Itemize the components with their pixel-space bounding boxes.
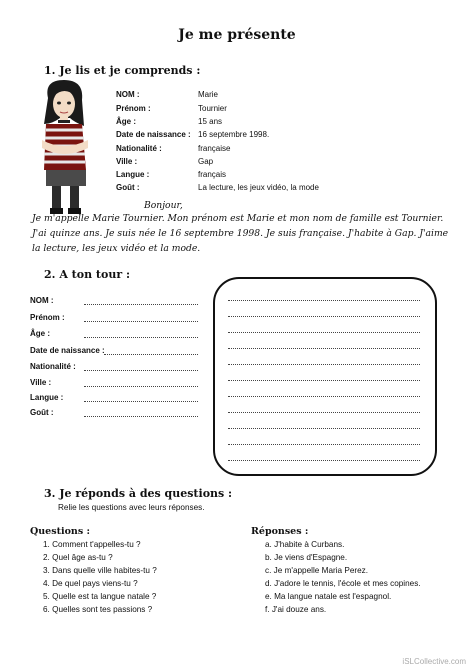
info-label-langue: Langue : (116, 170, 150, 179)
paragraph-line-2: J'ai quinze ans. Je suis née le 16 septembre 1998. Je suis française. J'habite à Gap. J'aime (32, 228, 449, 239)
form-label-langue: Langue : (30, 393, 64, 402)
info-label-gout: Goût : (116, 183, 140, 192)
writing-line[interactable] (228, 364, 420, 365)
writing-line[interactable] (228, 316, 420, 317)
question-item: 4. De quel pays viens-tu ? (43, 579, 138, 588)
question-item: 1. Comment t'appelles-tu ? (43, 540, 141, 549)
info-label-nationalite: Nationalité : (116, 144, 162, 153)
form-field-prenom[interactable] (84, 321, 198, 322)
question-item: 6. Quelles sont tes passions ? (43, 605, 153, 614)
info-value-date: 16 septembre 1998. (198, 130, 270, 139)
form-field-ville[interactable] (84, 386, 198, 387)
girl-illustration (34, 78, 96, 216)
question-item: 2. Quel âge as-tu ? (43, 553, 113, 562)
info-label-date: Date de naissance : (116, 130, 191, 139)
questions-title: Questions : (30, 526, 90, 537)
form-field-langue[interactable] (84, 401, 198, 402)
section1-heading: 1. Je lis et je comprends : (44, 64, 201, 77)
section2-heading: 2. A ton tour : (44, 268, 131, 281)
answer-item: b. Je viens d'Espagne. (265, 553, 348, 562)
writing-line[interactable] (228, 348, 420, 349)
info-value-gout: La lecture, les jeux vidéo, la mode (198, 183, 319, 192)
form-label-prenom: Prénom : (30, 313, 65, 322)
info-value-ville: Gap (198, 157, 214, 166)
section3-instruction: Relie les questions avec leurs réponses. (58, 503, 205, 512)
page-title: Je me présente (178, 27, 296, 43)
writing-line[interactable] (228, 428, 420, 429)
question-item: 5. Quelle est ta langue natale ? (43, 592, 157, 601)
form-field-nom[interactable] (84, 304, 198, 305)
info-label-nom: NOM : (116, 90, 140, 99)
info-value-prenom: Tournier (198, 104, 227, 113)
writing-line[interactable] (228, 412, 420, 413)
info-value-langue: français (198, 170, 227, 179)
form-field-date[interactable] (104, 354, 198, 355)
answer-item: f. J'ai douze ans. (265, 605, 327, 614)
section3-heading: 3. Je réponds à des questions : (44, 487, 233, 500)
info-label-age: Âge : (116, 117, 136, 126)
form-field-nationalite[interactable] (84, 370, 198, 371)
answer-item: e. Ma langue natale est l'espagnol. (265, 592, 392, 601)
info-value-nationalite: française (198, 144, 231, 153)
watermark: iSLCollective.com (402, 657, 466, 666)
writing-line[interactable] (228, 396, 420, 397)
writing-line[interactable] (228, 380, 420, 381)
paragraph-line-3: la lecture, les jeux vidéo et la mode. (32, 243, 201, 254)
form-label-age: Âge : (30, 329, 50, 338)
form-field-gout[interactable] (84, 416, 198, 417)
paragraph-greeting: Bonjour, (144, 200, 183, 211)
writing-box[interactable] (213, 277, 437, 476)
form-label-nationalite: Nationalité : (30, 362, 76, 371)
writing-line[interactable] (228, 332, 420, 333)
info-label-prenom: Prénom : (116, 104, 151, 113)
form-label-date: Date de naissance : (30, 346, 105, 355)
answer-item: d. J'adore le tennis, l'école et mes copines. (265, 579, 421, 588)
answer-item: a. J'habite à Curbans. (265, 540, 345, 549)
info-label-ville: Ville : (116, 157, 138, 166)
form-label-ville: Ville : (30, 378, 52, 387)
form-label-nom: NOM : (30, 296, 54, 305)
info-value-age: 15 ans (198, 117, 223, 126)
paragraph-line-1: Je m'appelle Marie Tournier. Mon prénom est Marie et mon nom de famille est Tournier. (32, 213, 444, 224)
question-item: 3. Dans quelle ville habites-tu ? (43, 566, 157, 575)
writing-line[interactable] (228, 444, 420, 445)
writing-line[interactable] (228, 460, 420, 461)
answers-title: Réponses : (251, 526, 309, 537)
writing-line[interactable] (228, 300, 420, 301)
form-label-gout: Goût : (30, 408, 54, 417)
info-value-nom: Marie (198, 90, 219, 99)
answer-item: c. Je m'appelle Maria Perez. (265, 566, 369, 575)
form-field-age[interactable] (84, 337, 198, 338)
